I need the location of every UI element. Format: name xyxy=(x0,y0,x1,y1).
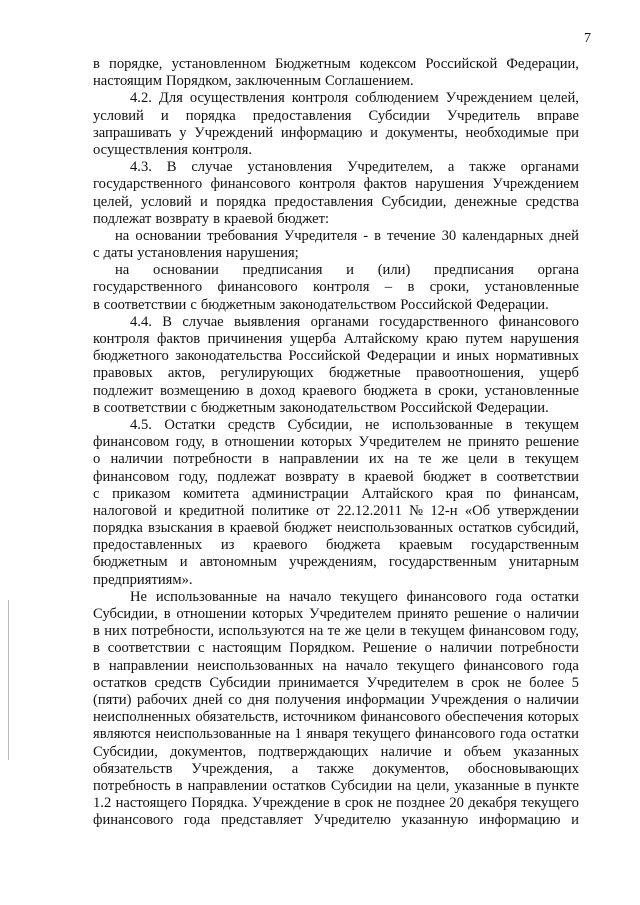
text-line: финансового года представляет Учредителю указанную информацию и xyxy=(93,812,579,829)
text-line: неисполненных обязательств, источником финансового обеспечения которых xyxy=(93,709,579,726)
text-line: подлежат возврату в краевой бюджет: xyxy=(93,210,330,227)
text-line: контроля фактов причинения ущерба Алтайскому краю путем нарушения xyxy=(93,331,579,347)
text-line: потребность в направлении остатков Субсидии на цели, указанные в пункте xyxy=(93,777,579,794)
text-line: порядка взыскания в краевой бюджет неиспользованных остатков субсидий, xyxy=(93,520,579,537)
text-line: 4.3. В случае установления Учредителем, а также органами xyxy=(130,159,579,176)
text-line: в направлении неиспользованных на начало текущего финансового года xyxy=(93,657,579,674)
text-line: в соответствии с настоящим Порядком. Решение о наличии потребности xyxy=(93,640,579,657)
text-line: налоговой и кредитной политике от 22.12.2011 № 12-н «Об утверждении xyxy=(93,502,579,519)
text-line: на основании предписания и (или) предписания органа xyxy=(115,262,579,279)
text-line: подлежит возмещению в доход краевого бюджета в сроки, установленные xyxy=(93,382,579,399)
text-line: с даты установления нарушения; xyxy=(93,245,299,262)
text-line: в соответствии с бюджетным законодательством Российской Федерации. xyxy=(93,296,549,313)
text-line: Субсидии, в отношении которых Учредителем принято решение о наличии xyxy=(93,606,579,622)
text-line: с приказом комитета администрации Алтайского края по финансам, xyxy=(93,485,579,502)
text-line: (пяти) рабочих дней со дня получения информации Учреждения о наличии xyxy=(93,691,579,708)
text-line: обязательств Учреждения, а также документов, обосновывающих xyxy=(93,760,579,777)
margin-line xyxy=(8,600,9,760)
text-line: настоящим Порядком, заключенным Соглашением. xyxy=(93,73,414,90)
text-line: финансовом году, подлежат возврату в краевой бюджет в соответствии xyxy=(93,468,579,485)
document-body xyxy=(93,56,579,829)
text-line: 4.2. Для осуществления контроля соблюдением Учреждением целей, xyxy=(130,90,579,107)
text-line: остатков средств Субсидии принимается Учредителем в срок не более 5 xyxy=(93,674,579,691)
text-line: правовых актов, регулирующих бюджетные правоотношения, ущерб xyxy=(93,365,579,382)
text-line: в соответствии с бюджетным законодательством Российской Федерации. xyxy=(93,399,549,416)
page-number: 7 xyxy=(584,31,591,46)
text-line: 4.5. Остатки средств Субсидии, не использованные в текущем xyxy=(130,416,579,433)
text-line: запрашивать у Учреждений информацию и документы, необходимые при xyxy=(93,124,579,141)
text-line: Субсидии, документов, подтверждающих наличие и объем указанных xyxy=(93,743,579,760)
text-line: Не использованные на начало текущего финансового года остатки xyxy=(130,588,579,605)
text-line: в порядке, установленном Бюджетным кодексом Российской Федерации, xyxy=(93,56,579,72)
text-line: бюджетным и автономным учреждениям, государственным унитарным xyxy=(93,554,579,571)
text-line: государственного финансового контроля фактов нарушения Учреждением xyxy=(93,176,579,193)
text-line: целей, условий и порядка предоставления Субсидии, денежные средства xyxy=(93,193,579,210)
text-line: предприятиям». xyxy=(93,571,193,588)
text-line: финансовом году, в отношении которых Учредителем не принято решение xyxy=(93,434,579,451)
text-line: предоставленных из краевого бюджета краевым государственным xyxy=(93,537,579,554)
text-line: являются неиспользованные на 1 января текущего финансового года остатки xyxy=(93,726,579,743)
text-line: бюджетного законодательства Российской Федерации и иных нормативных xyxy=(93,348,579,365)
text-line: государственного финансового контроля – в сроки, установленные xyxy=(93,279,579,296)
text-line: на основании требования Учредителя - в течение 30 календарных дней xyxy=(115,227,579,244)
text-line: 1.2 настоящего Порядка. Учреждение в срок не позднее 20 декабря текущего xyxy=(93,795,579,812)
text-line: условий и порядка предоставления Субсидии Учредитель вправе xyxy=(93,107,579,124)
text-line: о наличии потребности в направлении их на те же цели в текущем xyxy=(93,451,579,468)
text-line: осуществления контроля. xyxy=(93,141,253,158)
text-line: 4.4. В случае выявления органами государственного финансового xyxy=(130,313,579,330)
text-line: в них потребности, используются на те же цели в текущем финансовом году, xyxy=(93,623,579,640)
